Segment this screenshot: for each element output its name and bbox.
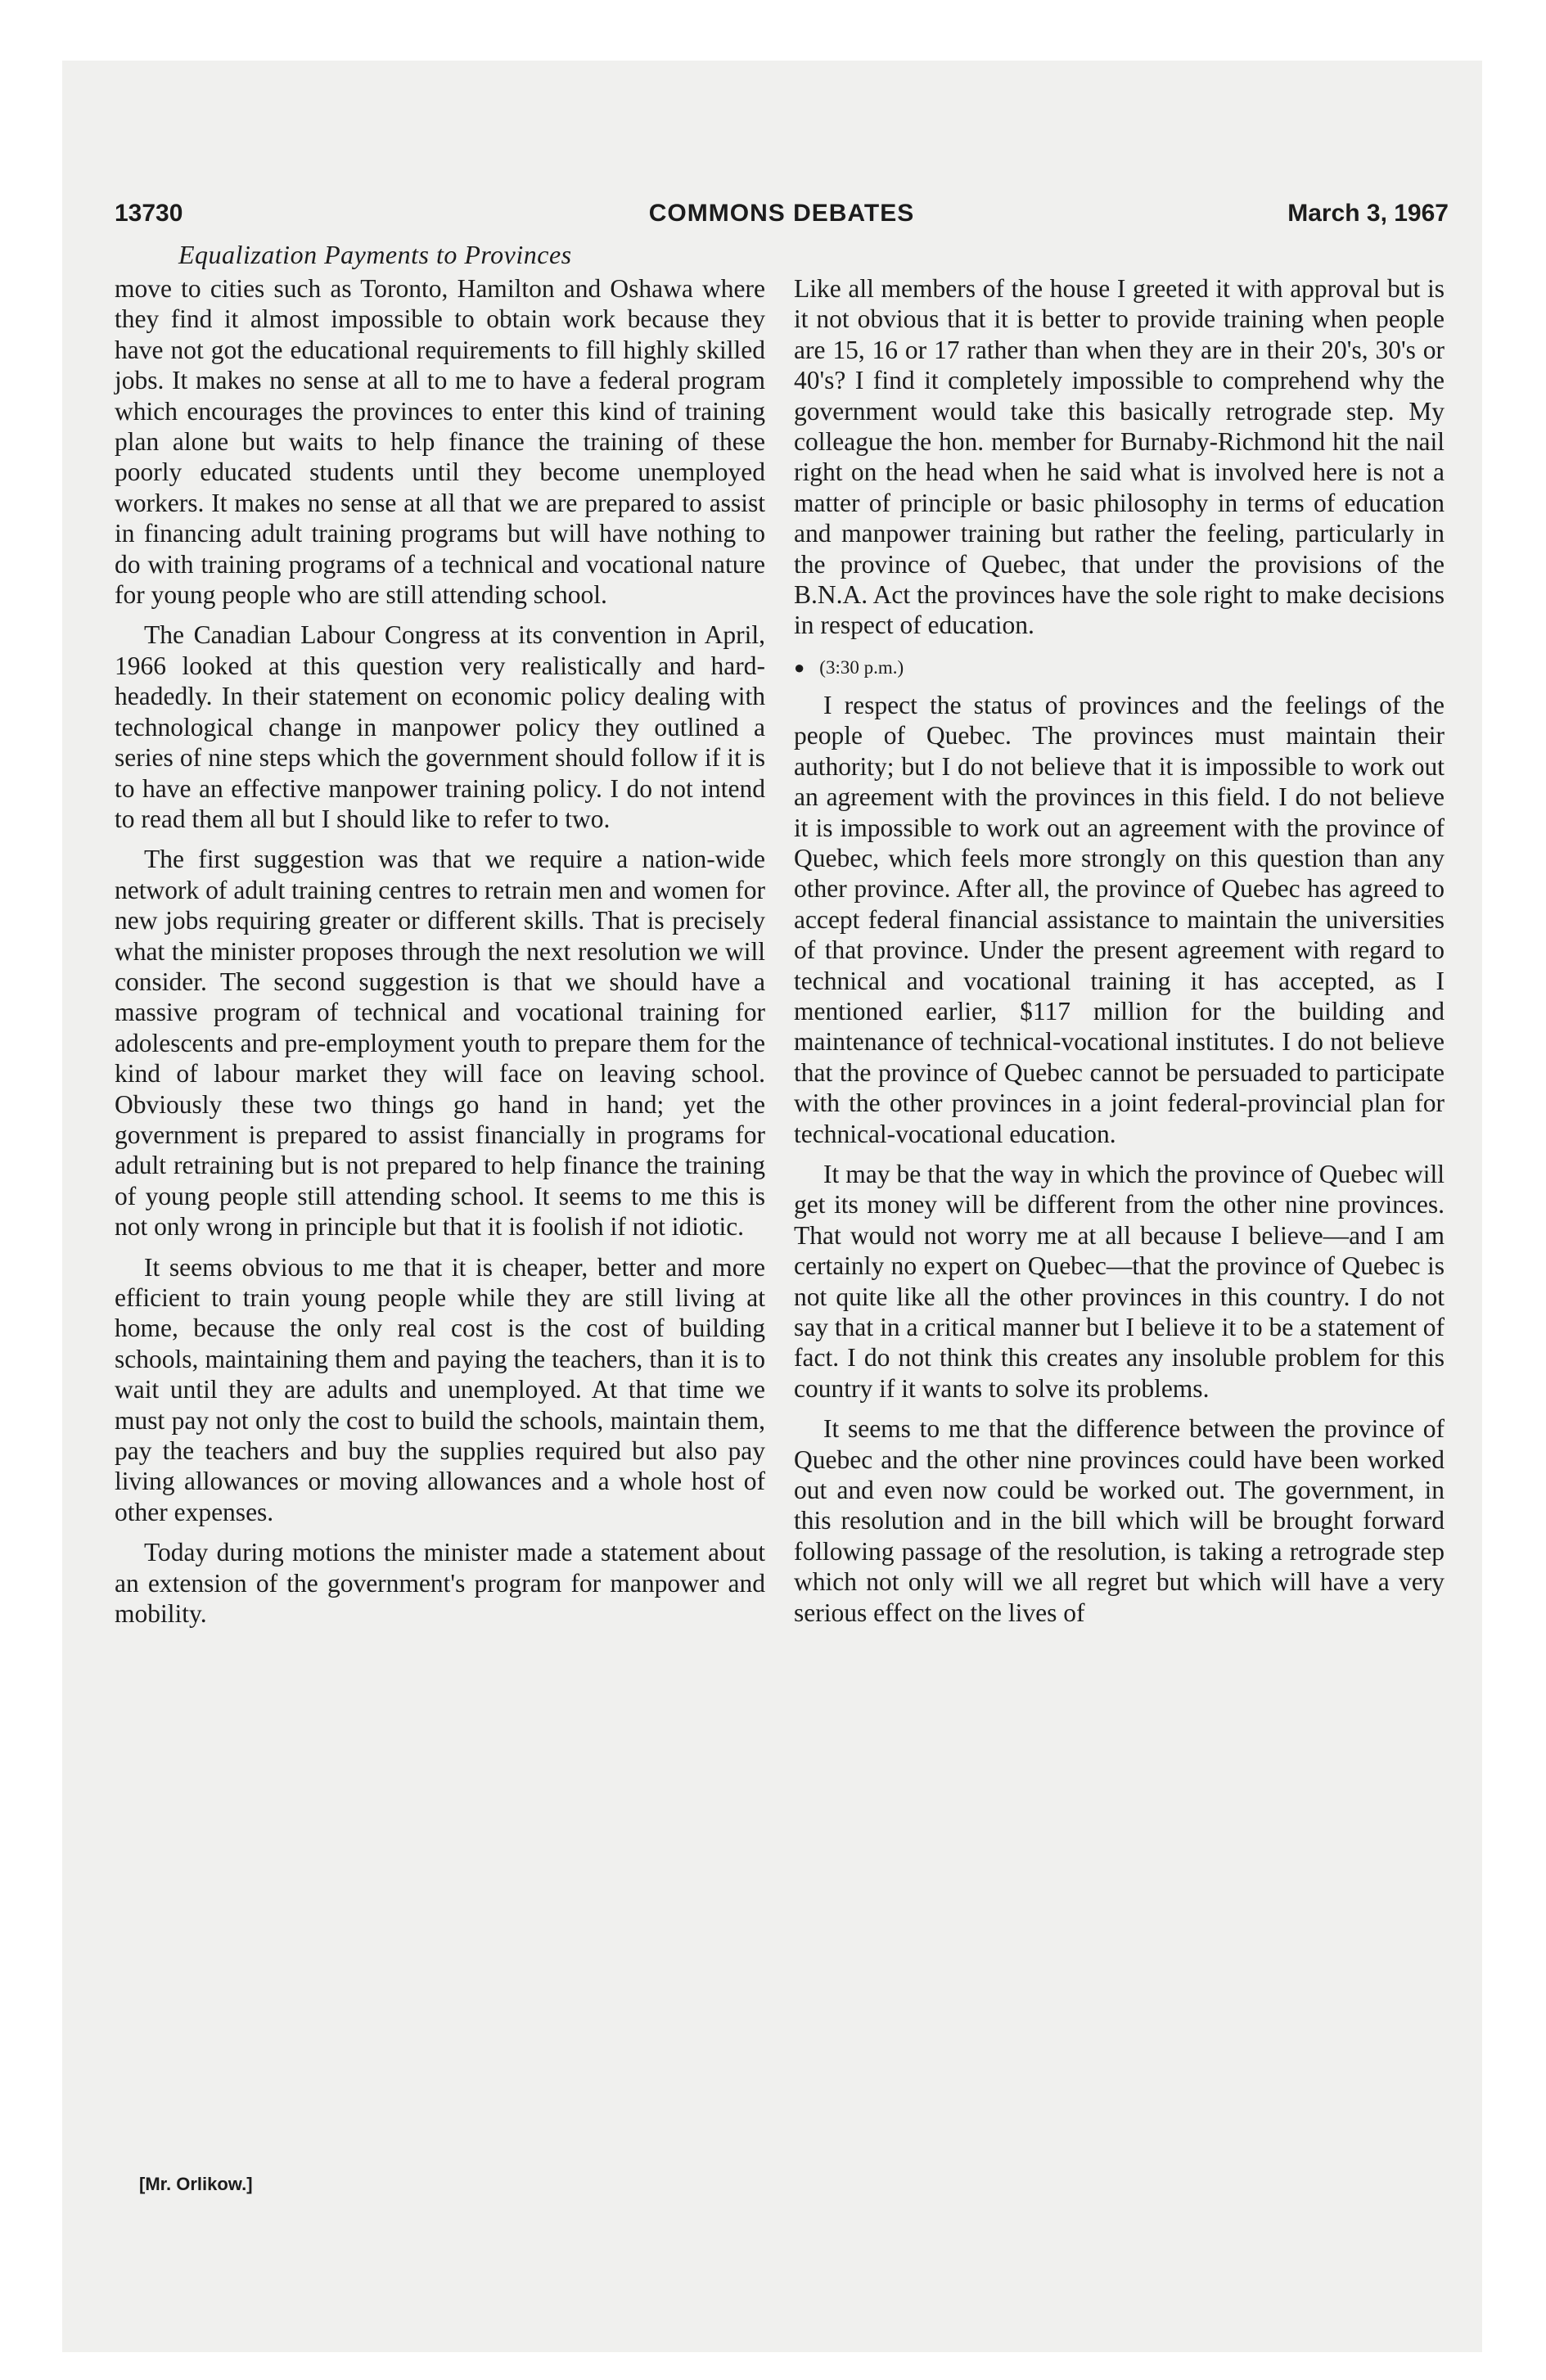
right-paragraph-3: It may be that the way in which the province of Quebec will get its money will be different from the other nine provinces. That would not worry me at all because I believe—and I am certainly no expert on Quebec—that the province of Quebec is not quite like all the other provinces in this country. I do not say that in a critical manner but I believe it to be a statement of fact. I do not think this creates any insoluble problem for this country if it wants to solve its problems. bbox=[794, 1159, 1445, 1403]
page-number: 13730 bbox=[115, 200, 183, 227]
page-header bbox=[115, 200, 1449, 234]
time-stamp-text: (3:30 p.m.) bbox=[819, 656, 904, 678]
left-paragraph-2: The Canadian Labour Congress at its convention in April, 1966 looked at this question very realistically and hard-headedly. In their statement on economic policy dealing with technological change in manpower policy they outlined a series of nine steps which the government should follow if it is to have an effective manpower training policy. I do not intend to read them all but I should like to refer to two. bbox=[115, 620, 765, 833]
section-subheading: Equalization Payments to Provinces bbox=[178, 240, 572, 269]
bullet-icon: ● bbox=[794, 656, 805, 678]
left-paragraph-5: Today during motions the minister made a statement about an extension of the government's program for manpower and mobility. bbox=[115, 1538, 765, 1629]
issue-date: March 3, 1967 bbox=[1287, 200, 1449, 227]
left-paragraph-3: The first suggestion was that we require a nation-wide network of adult training centres to retrain men and women for new jobs requiring greater or different skills. That is precisely what the minister proposes through the next resolution we will consider. The second suggestion is that we should have a massive program of technical and vocational training for adolescents and pre-employment youth to prepare them for the kind of labour market they will face on leaving school. Obviously these two things go hand in hand; yet the government is prepared to assist financially in programs for adult retraining but is not prepared to help finance the training of young people still attending school. It seems to me this is not only wrong in principle but that it is foolish if not idiotic. bbox=[115, 845, 765, 1242]
right-paragraph-4: It seems to me that the difference between the province of Quebec and the other nine provinces could have been worked out and even now could be worked out. The government, in this resolution and in the bill which will be brought forward following passage of the resolution, is taking a retrograde step which not only will we all regret but which will have a very serious effect on the lives of bbox=[794, 1414, 1445, 1627]
right-paragraph-2: I respect the status of provinces and the feelings of the people of Quebec. The provinces must maintain their authority; but I do not believe that it is impossible to work out an agreement with the provinces in this field. I do not believe it is impossible to work out an agreement with the province of Quebec, which feels more strongly on this question than any other province. After all, the province of Quebec has agreed to accept federal financial assistance to maintain the universities of that province. Under the present agreement with regard to technical and vocational training it has accepted, as I mentioned earlier, $117 million for the building and maintenance of technical-vocational institutes. I do not believe that the province of Quebec cannot be persuaded to participate with the other provinces in a joint federal-provincial plan for technical-vocational education. bbox=[794, 690, 1445, 1148]
time-stamp bbox=[794, 656, 1445, 680]
left-column bbox=[115, 273, 765, 1629]
left-paragraph-1: move to cities such as Toronto, Hamilton and Oshawa where they find it almost impossible to obtain work because they have not got the educational requirements to fill highly skilled jobs. It makes no sense at all to me to have a federal program which encourages the provinces to enter this kind of training plan alone but waits to help finance the training of these poorly educated students until they become unemployed workers. It makes no sense at all that we are prepared to assist in financing adult training programs but will have nothing to do with training programs of a technical and vocational nature for young people who are still attending school. bbox=[115, 274, 765, 610]
right-paragraph-1: Like all members of the house I greeted it with approval but is it not obvious that it is better to provide training when people are 15, 16 or 17 rather than when they are in their 20's, 30's or 40's? I find it completely impossible to comprehend why the government would take this basically retrograde step. My colleague the hon. member for Burnaby-Richmond hit the nail right on the head when he said what is involved here is not a matter of principle or basic philosophy in terms of education and manpower training but rather the feeling, particularly in the province of Quebec, that under the provisions of the B.N.A. Act the provinces have the sole right to make decisions in respect of education. bbox=[794, 274, 1445, 640]
right-column bbox=[794, 273, 1445, 1628]
journal-title: COMMONS DEBATES bbox=[648, 200, 915, 227]
speaker-attribution: [Mr. Orlikow.] bbox=[139, 2174, 253, 2194]
left-paragraph-4: It seems obvious to me that it is cheaper, better and more efficient to train young people while they are still living at home, because the only real cost is the cost of building schools, maintaining them and paying the teachers, than it is to wait until they are adults and unemployed. At that time we must pay not only the cost to build the schools, maintain them, pay the teachers and buy the supplies required but also pay living allowances or moving allowances and a whole host of other expenses. bbox=[115, 1252, 765, 1526]
